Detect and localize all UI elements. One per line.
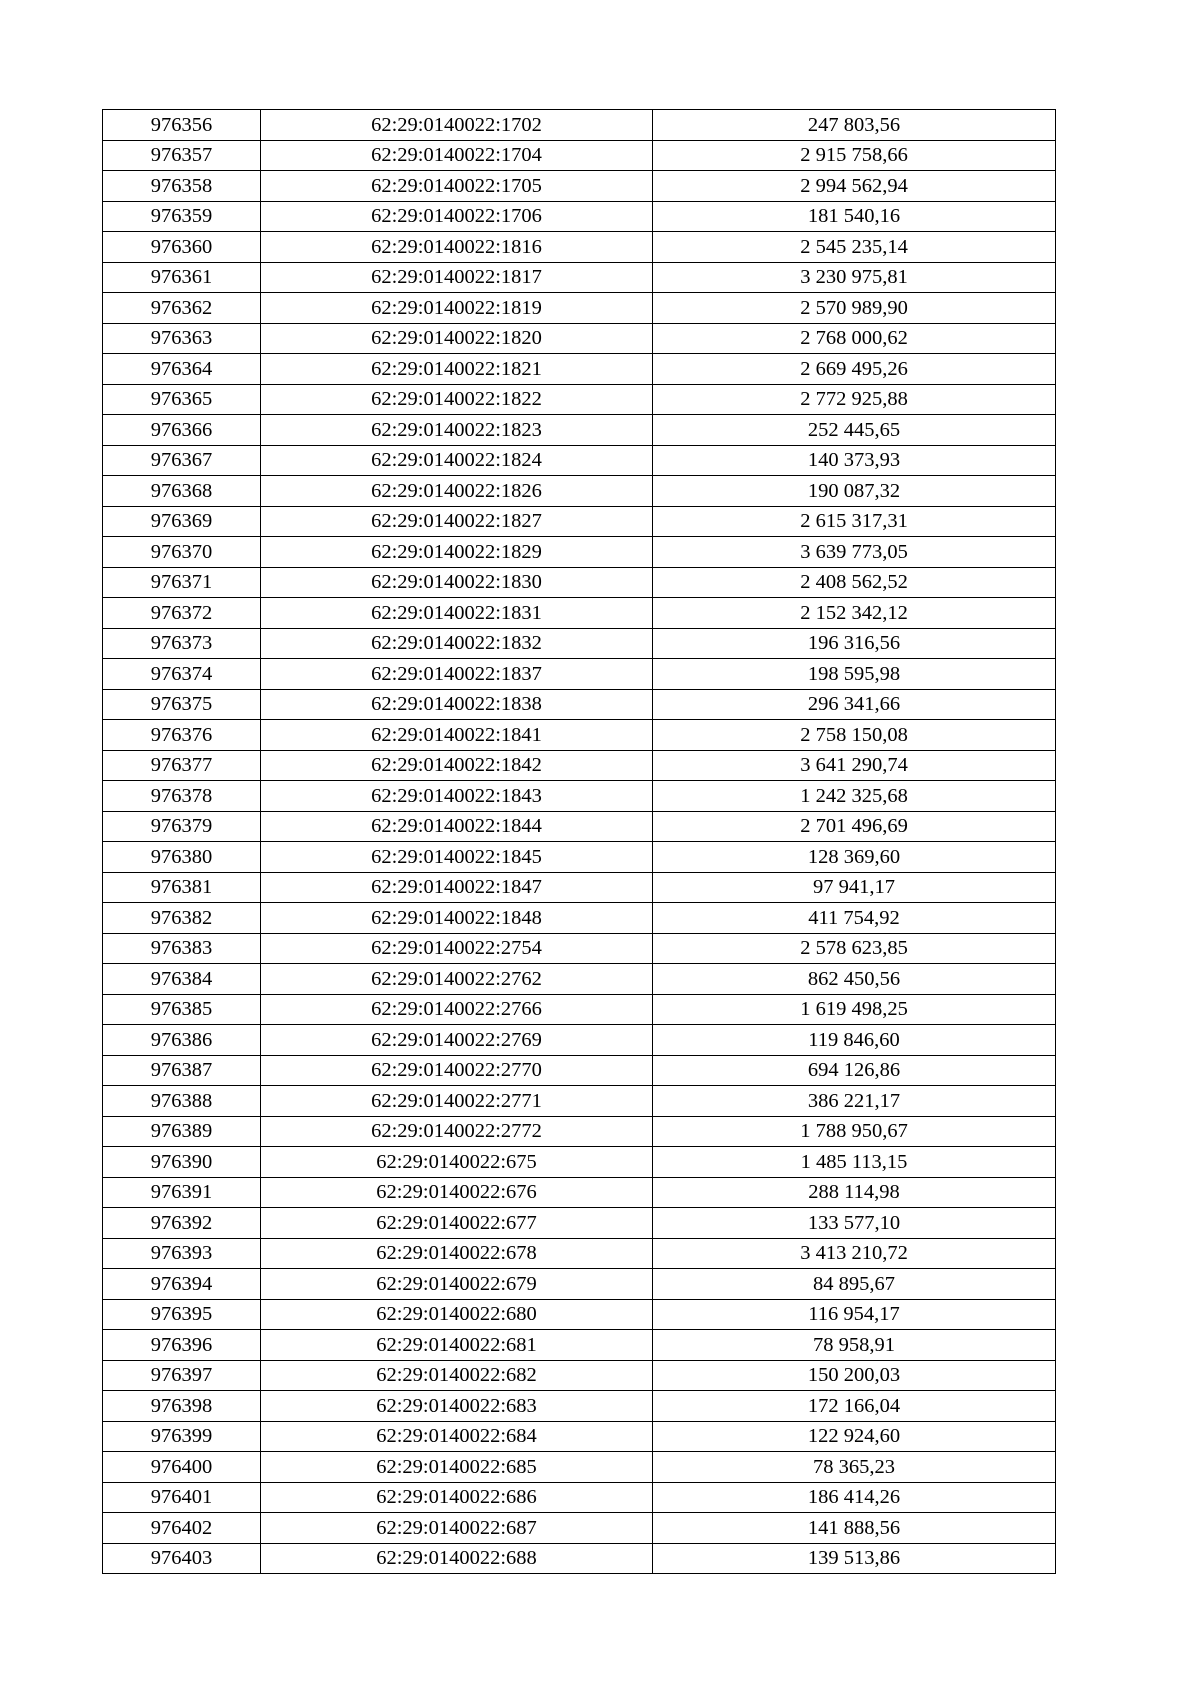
row-number-cell: 976393 <box>103 1238 261 1269</box>
row-number-cell: 976373 <box>103 628 261 659</box>
cadastral-value-cell: 2 152 342,12 <box>653 598 1056 629</box>
row-number-cell: 976371 <box>103 567 261 598</box>
cadastral-value-cell: 3 641 290,74 <box>653 750 1056 781</box>
row-number-cell: 976357 <box>103 140 261 171</box>
cadastral-value-cell: 386 221,17 <box>653 1086 1056 1117</box>
cadastral-value-cell: 119 846,60 <box>653 1025 1056 1056</box>
row-number-cell: 976369 <box>103 506 261 537</box>
table-row <box>103 293 1056 324</box>
cadastral-number-cell: 62:29:0140022:1831 <box>261 598 653 629</box>
cadastral-value-cell: 186 414,26 <box>653 1482 1056 1513</box>
table-row <box>103 1421 1056 1452</box>
cadastral-number-cell: 62:29:0140022:2772 <box>261 1116 653 1147</box>
cadastral-number-cell: 62:29:0140022:1819 <box>261 293 653 324</box>
table-row <box>103 1482 1056 1513</box>
cadastral-number-cell: 62:29:0140022:1841 <box>261 720 653 751</box>
cadastral-number-cell: 62:29:0140022:688 <box>261 1543 653 1574</box>
row-number-cell: 976399 <box>103 1421 261 1452</box>
cadastral-value-cell: 2 615 317,31 <box>653 506 1056 537</box>
cadastral-number-cell: 62:29:0140022:1843 <box>261 781 653 812</box>
row-number-cell: 976364 <box>103 354 261 385</box>
table-row <box>103 933 1056 964</box>
cadastral-value-cell: 411 754,92 <box>653 903 1056 934</box>
cadastral-number-cell: 62:29:0140022:1848 <box>261 903 653 934</box>
table-body <box>103 110 1056 1574</box>
table-row <box>103 1269 1056 1300</box>
cadastral-value-cell: 2 669 495,26 <box>653 354 1056 385</box>
cadastral-value-cell: 181 540,16 <box>653 201 1056 232</box>
cadastral-number-cell: 62:29:0140022:1816 <box>261 232 653 263</box>
table-row <box>103 903 1056 934</box>
cadastral-value-cell: 1 788 950,67 <box>653 1116 1056 1147</box>
cadastral-value-cell: 84 895,67 <box>653 1269 1056 1300</box>
row-number-cell: 976390 <box>103 1147 261 1178</box>
cadastral-number-cell: 62:29:0140022:686 <box>261 1482 653 1513</box>
cadastral-value-cell: 116 954,17 <box>653 1299 1056 1330</box>
table-row <box>103 964 1056 995</box>
cadastral-value-cell: 694 126,86 <box>653 1055 1056 1086</box>
cadastral-number-cell: 62:29:0140022:678 <box>261 1238 653 1269</box>
cadastral-number-cell: 62:29:0140022:1706 <box>261 201 653 232</box>
table-row <box>103 1238 1056 1269</box>
row-number-cell: 976383 <box>103 933 261 964</box>
table-row <box>103 811 1056 842</box>
cadastral-value-cell: 247 803,56 <box>653 110 1056 141</box>
cadastral-value-cell: 2 408 562,52 <box>653 567 1056 598</box>
cadastral-number-cell: 62:29:0140022:1842 <box>261 750 653 781</box>
row-number-cell: 976403 <box>103 1543 261 1574</box>
table-row <box>103 1513 1056 1544</box>
cadastral-value-cell: 1 619 498,25 <box>653 994 1056 1025</box>
row-number-cell: 976388 <box>103 1086 261 1117</box>
table-row <box>103 1116 1056 1147</box>
row-number-cell: 976360 <box>103 232 261 263</box>
table-row <box>103 1147 1056 1178</box>
table-row <box>103 1299 1056 1330</box>
cadastral-number-cell: 62:29:0140022:2766 <box>261 994 653 1025</box>
cadastral-number-cell: 62:29:0140022:2771 <box>261 1086 653 1117</box>
row-number-cell: 976398 <box>103 1391 261 1422</box>
cadastral-value-cell: 2 545 235,14 <box>653 232 1056 263</box>
row-number-cell: 976402 <box>103 1513 261 1544</box>
cadastral-value-cell: 2 701 496,69 <box>653 811 1056 842</box>
table-row <box>103 1330 1056 1361</box>
cadastral-value-cell: 2 578 623,85 <box>653 933 1056 964</box>
cadastral-number-cell: 62:29:0140022:2770 <box>261 1055 653 1086</box>
cadastral-number-cell: 62:29:0140022:1832 <box>261 628 653 659</box>
cadastral-number-cell: 62:29:0140022:1844 <box>261 811 653 842</box>
cadastral-value-cell: 172 166,04 <box>653 1391 1056 1422</box>
row-number-cell: 976375 <box>103 689 261 720</box>
cadastral-value-cell: 288 114,98 <box>653 1177 1056 1208</box>
cadastral-value-cell: 141 888,56 <box>653 1513 1056 1544</box>
cadastral-number-cell: 62:29:0140022:1830 <box>261 567 653 598</box>
table-row <box>103 232 1056 263</box>
cadastral-number-cell: 62:29:0140022:1827 <box>261 506 653 537</box>
cadastral-value-cell: 862 450,56 <box>653 964 1056 995</box>
table-row <box>103 171 1056 202</box>
cadastral-value-cell: 198 595,98 <box>653 659 1056 690</box>
table-row <box>103 781 1056 812</box>
row-number-cell: 976395 <box>103 1299 261 1330</box>
cadastral-number-cell: 62:29:0140022:683 <box>261 1391 653 1422</box>
row-number-cell: 976361 <box>103 262 261 293</box>
row-number-cell: 976366 <box>103 415 261 446</box>
row-number-cell: 976358 <box>103 171 261 202</box>
row-number-cell: 976380 <box>103 842 261 873</box>
row-number-cell: 976384 <box>103 964 261 995</box>
cadastral-number-cell: 62:29:0140022:2754 <box>261 933 653 964</box>
cadastral-value-cell: 252 445,65 <box>653 415 1056 446</box>
cadastral-number-cell: 62:29:0140022:1822 <box>261 384 653 415</box>
table-row <box>103 354 1056 385</box>
table-row <box>103 110 1056 141</box>
cadastral-value-cell: 78 958,91 <box>653 1330 1056 1361</box>
table-row <box>103 384 1056 415</box>
cadastral-number-cell: 62:29:0140022:1823 <box>261 415 653 446</box>
row-number-cell: 976376 <box>103 720 261 751</box>
row-number-cell: 976394 <box>103 1269 261 1300</box>
cadastral-value-cell: 2 915 758,66 <box>653 140 1056 171</box>
cadastral-value-cell: 2 768 000,62 <box>653 323 1056 354</box>
row-number-cell: 976372 <box>103 598 261 629</box>
row-number-cell: 976374 <box>103 659 261 690</box>
cadastral-number-cell: 62:29:0140022:1837 <box>261 659 653 690</box>
cadastral-value-cell: 2 758 150,08 <box>653 720 1056 751</box>
cadastral-value-cell: 1 242 325,68 <box>653 781 1056 812</box>
table-row <box>103 140 1056 171</box>
cadastral-value-cell: 190 087,32 <box>653 476 1056 507</box>
table-row <box>103 1177 1056 1208</box>
cadastral-value-cell: 3 230 975,81 <box>653 262 1056 293</box>
row-number-cell: 976387 <box>103 1055 261 1086</box>
cadastral-value-cell: 2 994 562,94 <box>653 171 1056 202</box>
cadastral-number-cell: 62:29:0140022:1820 <box>261 323 653 354</box>
row-number-cell: 976368 <box>103 476 261 507</box>
table-row <box>103 201 1056 232</box>
cadastral-number-cell: 62:29:0140022:684 <box>261 1421 653 1452</box>
row-number-cell: 976389 <box>103 1116 261 1147</box>
table-row <box>103 1086 1056 1117</box>
cadastral-number-cell: 62:29:0140022:1702 <box>261 110 653 141</box>
table-row <box>103 720 1056 751</box>
row-number-cell: 976397 <box>103 1360 261 1391</box>
cadastral-number-cell: 62:29:0140022:681 <box>261 1330 653 1361</box>
row-number-cell: 976362 <box>103 293 261 324</box>
table-row <box>103 689 1056 720</box>
cadastral-value-table <box>102 109 1056 1574</box>
cadastral-number-cell: 62:29:0140022:1826 <box>261 476 653 507</box>
table-row <box>103 1391 1056 1422</box>
table-row <box>103 1025 1056 1056</box>
cadastral-number-cell: 62:29:0140022:1829 <box>261 537 653 568</box>
cadastral-value-cell: 2 772 925,88 <box>653 384 1056 415</box>
row-number-cell: 976367 <box>103 445 261 476</box>
cadastral-value-cell: 78 365,23 <box>653 1452 1056 1483</box>
cadastral-number-cell: 62:29:0140022:675 <box>261 1147 653 1178</box>
row-number-cell: 976392 <box>103 1208 261 1239</box>
row-number-cell: 976370 <box>103 537 261 568</box>
row-number-cell: 976381 <box>103 872 261 903</box>
cadastral-value-cell: 150 200,03 <box>653 1360 1056 1391</box>
cadastral-value-cell: 122 924,60 <box>653 1421 1056 1452</box>
row-number-cell: 976378 <box>103 781 261 812</box>
cadastral-number-cell: 62:29:0140022:685 <box>261 1452 653 1483</box>
cadastral-number-cell: 62:29:0140022:676 <box>261 1177 653 1208</box>
cadastral-number-cell: 62:29:0140022:1847 <box>261 872 653 903</box>
table-row <box>103 567 1056 598</box>
table-row <box>103 415 1056 446</box>
cadastral-value-cell: 3 413 210,72 <box>653 1238 1056 1269</box>
table-row <box>103 598 1056 629</box>
row-number-cell: 976391 <box>103 1177 261 1208</box>
table-row <box>103 1208 1056 1239</box>
table-row <box>103 842 1056 873</box>
row-number-cell: 976396 <box>103 1330 261 1361</box>
cadastral-value-cell: 2 570 989,90 <box>653 293 1056 324</box>
cadastral-value-cell: 196 316,56 <box>653 628 1056 659</box>
cadastral-value-cell: 296 341,66 <box>653 689 1056 720</box>
row-number-cell: 976379 <box>103 811 261 842</box>
cadastral-number-cell: 62:29:0140022:1704 <box>261 140 653 171</box>
cadastral-number-cell: 62:29:0140022:1838 <box>261 689 653 720</box>
table-row <box>103 537 1056 568</box>
row-number-cell: 976377 <box>103 750 261 781</box>
row-number-cell: 976356 <box>103 110 261 141</box>
cadastral-value-cell: 128 369,60 <box>653 842 1056 873</box>
table-row <box>103 750 1056 781</box>
table-row <box>103 262 1056 293</box>
cadastral-value-cell: 97 941,17 <box>653 872 1056 903</box>
row-number-cell: 976359 <box>103 201 261 232</box>
cadastral-number-cell: 62:29:0140022:687 <box>261 1513 653 1544</box>
cadastral-number-cell: 62:29:0140022:1817 <box>261 262 653 293</box>
row-number-cell: 976401 <box>103 1482 261 1513</box>
row-number-cell: 976400 <box>103 1452 261 1483</box>
cadastral-number-cell: 62:29:0140022:679 <box>261 1269 653 1300</box>
table-row <box>103 872 1056 903</box>
cadastral-number-cell: 62:29:0140022:1845 <box>261 842 653 873</box>
cadastral-number-cell: 62:29:0140022:2762 <box>261 964 653 995</box>
cadastral-value-cell: 140 373,93 <box>653 445 1056 476</box>
cadastral-value-cell: 1 485 113,15 <box>653 1147 1056 1178</box>
row-number-cell: 976365 <box>103 384 261 415</box>
cadastral-number-cell: 62:29:0140022:1705 <box>261 171 653 202</box>
cadastral-number-cell: 62:29:0140022:1821 <box>261 354 653 385</box>
table-row <box>103 994 1056 1025</box>
row-number-cell: 976363 <box>103 323 261 354</box>
cadastral-number-cell: 62:29:0140022:680 <box>261 1299 653 1330</box>
cadastral-number-cell: 62:29:0140022:677 <box>261 1208 653 1239</box>
row-number-cell: 976382 <box>103 903 261 934</box>
table-row <box>103 323 1056 354</box>
table-row <box>103 1360 1056 1391</box>
table-row <box>103 628 1056 659</box>
cadastral-number-cell: 62:29:0140022:682 <box>261 1360 653 1391</box>
table-row <box>103 476 1056 507</box>
table-row <box>103 1055 1056 1086</box>
cadastral-value-cell: 133 577,10 <box>653 1208 1056 1239</box>
table-row <box>103 659 1056 690</box>
cadastral-number-cell: 62:29:0140022:2769 <box>261 1025 653 1056</box>
table-row <box>103 506 1056 537</box>
row-number-cell: 976385 <box>103 994 261 1025</box>
cadastral-value-cell: 3 639 773,05 <box>653 537 1056 568</box>
table-row <box>103 1452 1056 1483</box>
row-number-cell: 976386 <box>103 1025 261 1056</box>
table-row <box>103 1543 1056 1574</box>
table-row <box>103 445 1056 476</box>
cadastral-number-cell: 62:29:0140022:1824 <box>261 445 653 476</box>
cadastral-value-cell: 139 513,86 <box>653 1543 1056 1574</box>
